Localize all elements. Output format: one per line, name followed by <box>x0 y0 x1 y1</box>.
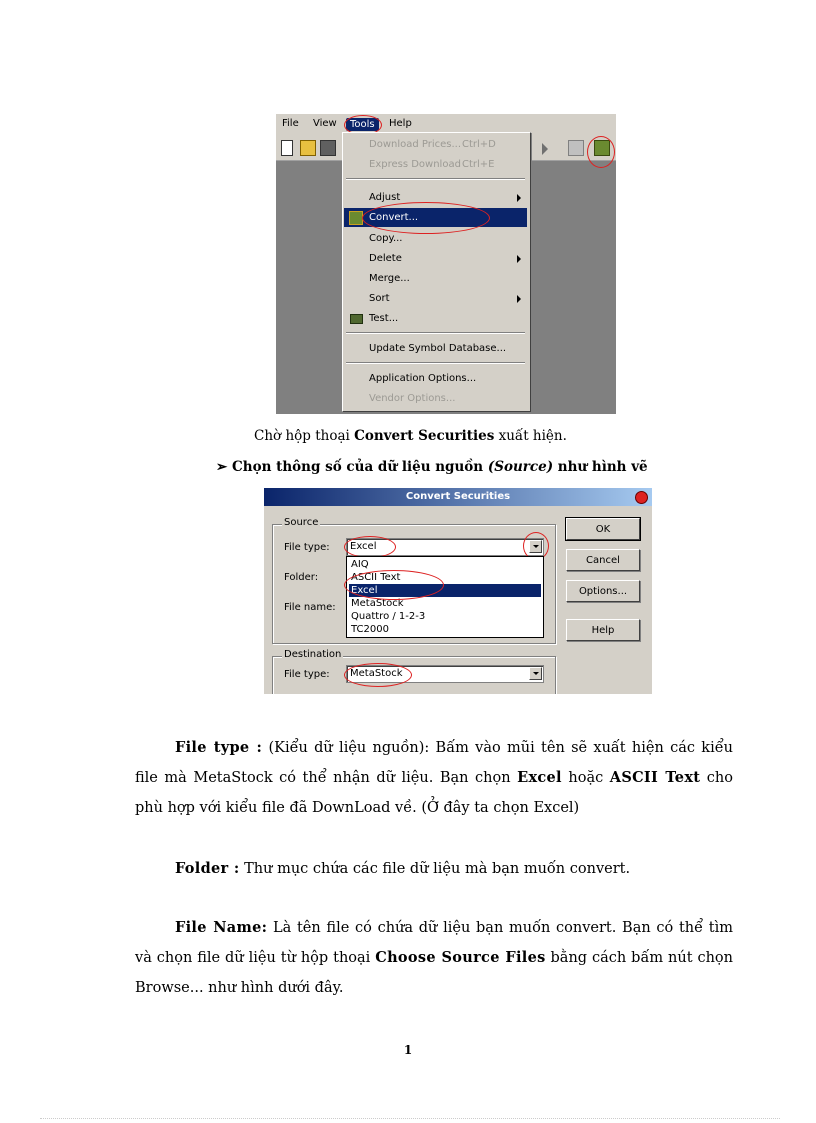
list-item[interactable]: ASCII Text <box>351 572 401 583</box>
print-icon[interactable] <box>568 140 584 156</box>
caption-text: như hình vẽ <box>553 459 648 475</box>
annotation-circle <box>362 202 490 234</box>
list-item[interactable]: Quattro / 1-2-3 <box>351 611 426 622</box>
annotation-circle <box>344 536 396 558</box>
submenu-arrow-icon <box>517 295 521 303</box>
bold-ascii-text: ASCII Text <box>609 769 701 786</box>
close-icon[interactable] <box>635 491 648 504</box>
term-folder: Folder : <box>175 860 240 877</box>
play-icon[interactable] <box>542 143 548 155</box>
menu-item-adjust[interactable]: Adjust <box>344 188 527 207</box>
caption-dialog-appears <box>254 428 567 444</box>
menu-separator <box>346 332 525 334</box>
menu-tools[interactable]: Tools <box>346 118 379 131</box>
paragraph-text: Là tên file có chứa dữ liệu bạn muốn convert. Bạn có thể tìm và chọn file dữ liệu từ hộp thoại <box>135 920 733 966</box>
convert-securities-dialog <box>264 488 652 694</box>
options-button[interactable]: Options... <box>566 580 640 602</box>
help-button[interactable]: Help <box>566 619 640 641</box>
file-type-label: File type: <box>284 542 330 553</box>
menu-item-sort[interactable]: Sort <box>344 289 527 308</box>
submenu-arrow-icon <box>517 255 521 263</box>
list-item[interactable]: MetaStock <box>351 598 404 609</box>
dialog-title: Convert Securities <box>405 491 511 502</box>
source-group-title: Source <box>284 517 319 528</box>
paragraph-text: hoặc <box>561 770 610 786</box>
menu-separator <box>346 362 525 364</box>
paragraph-text: bằng cách bấm nút chọn Browse... như hình dưới đây. <box>135 950 733 996</box>
term-file-type: File type : <box>175 739 263 756</box>
paragraph-folder <box>135 854 733 884</box>
test-icon <box>350 314 363 324</box>
new-file-icon[interactable] <box>281 140 293 156</box>
destination-group-title: Destination <box>284 649 342 660</box>
bold-choose-source-files: Choose Source Files <box>375 949 546 966</box>
tools-dropdown-menu <box>342 132 531 412</box>
caption-text: Chờ hộp thoại <box>254 428 355 444</box>
menu-help[interactable]: Help <box>389 118 412 129</box>
caption-text: Chọn thông số của dữ liệu nguồn <box>232 459 488 475</box>
caption-text: xuất hiện. <box>494 428 567 444</box>
menu-separator <box>346 178 525 180</box>
list-item[interactable]: AIQ <box>351 559 369 570</box>
folder-label: Folder: <box>284 572 319 583</box>
file-type-value: Excel <box>350 541 377 552</box>
menu-item-convert[interactable]: Convert... <box>344 208 527 227</box>
annotation-circle <box>344 570 444 600</box>
save-icon[interactable] <box>320 140 336 156</box>
menu-item-vendor-options[interactable]: Vendor Options... <box>369 393 456 404</box>
caption-bold: Convert Securities <box>354 428 495 444</box>
destination-file-type-value: MetaStock <box>350 668 403 679</box>
destination-file-type-label: File type: <box>284 669 330 680</box>
menu-item-express-download[interactable]: Express Download Ctrl+E <box>369 159 495 170</box>
page-number: 1 <box>403 1043 413 1057</box>
caption-choose-source <box>216 459 648 475</box>
paragraph-text: Thư mục chứa các file dữ liệu mà bạn muốn convert. <box>239 861 631 877</box>
menu-view[interactable]: View <box>313 118 337 129</box>
caption-italic: (Source) <box>487 459 554 475</box>
menu-item-update-symbol-database[interactable]: Update Symbol Database... <box>369 343 507 354</box>
paragraph-text: (Kiểu dữ liệu nguồn): Bấm vào mũi tên sẽ xuất hiện các kiểu file mà MetaStock có thể nhận dữ liệu. Bạn chọn <box>135 740 733 786</box>
page-bottom-border <box>40 1118 780 1119</box>
paragraph-file-name <box>135 913 733 1003</box>
arrow-bullet-icon: ➢ <box>216 459 228 475</box>
annotation-circle <box>587 136 615 168</box>
menu-item-download-prices[interactable]: Download Prices... Ctrl+D <box>369 139 496 150</box>
cancel-button[interactable]: Cancel <box>566 549 640 571</box>
open-folder-icon[interactable] <box>300 140 316 156</box>
list-item-selected[interactable]: Excel <box>349 584 541 597</box>
convert-icon <box>349 211 363 225</box>
submenu-arrow-icon <box>517 194 521 202</box>
menu-file[interactable]: File <box>282 118 299 129</box>
chevron-down-icon[interactable] <box>529 667 542 680</box>
bold-excel: Excel <box>517 769 562 786</box>
menu-item-merge[interactable]: Merge... <box>369 273 410 284</box>
paragraph-text: cho phù hợp với kiểu file đã DownLoad về. (Ở đây ta chọn Excel) <box>135 770 733 816</box>
annotation-circle <box>344 663 412 687</box>
paragraph-file-type <box>135 733 733 823</box>
file-name-label: File name: <box>284 602 336 613</box>
menu-item-test[interactable]: Test... <box>344 309 527 328</box>
term-file-name: File Name: <box>175 919 268 936</box>
menu-item-copy[interactable]: Copy... <box>369 233 403 244</box>
dialog-titlebar <box>264 488 652 506</box>
menu-item-delete[interactable]: Delete <box>344 249 527 268</box>
list-item[interactable]: TC2000 <box>351 624 389 635</box>
ok-button[interactable]: OK <box>566 518 640 540</box>
tools-menu-screenshot <box>276 114 616 414</box>
menu-item-application-options[interactable]: Application Options... <box>369 373 477 384</box>
